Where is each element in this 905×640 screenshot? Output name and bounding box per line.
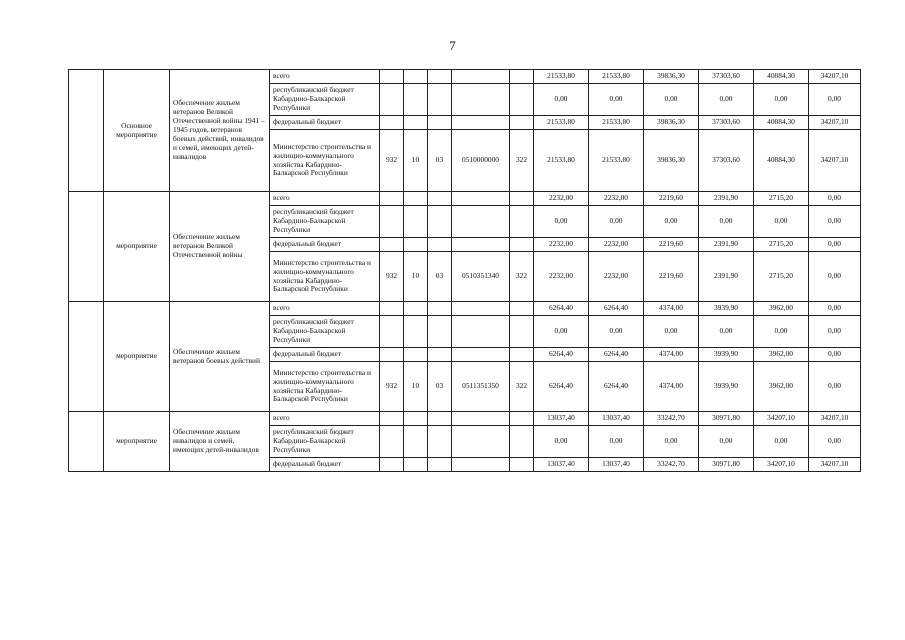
amount-cell: 3962,00 (754, 302, 809, 316)
amount-cell: 3939,90 (699, 302, 754, 316)
activity-name-cell: Обеспечение жильем ветеранов боевых действий (170, 302, 270, 412)
amount-cell: 0,00 (809, 206, 861, 238)
amount-cell: 0,00 (534, 426, 589, 458)
amount-cell: 2391,90 (699, 252, 754, 302)
vr-code-cell (510, 192, 534, 206)
pr-code-cell (428, 412, 452, 426)
vr-code-cell (510, 348, 534, 362)
amount-cell: 2232,00 (534, 192, 589, 206)
amount-cell: 0,00 (589, 206, 644, 238)
rz-code-cell (404, 412, 428, 426)
amount-cell: 33242,70 (644, 458, 699, 472)
pr-code-cell: 03 (428, 252, 452, 302)
amount-cell: 6264,40 (534, 302, 589, 316)
activity-name-cell: Обеспечение жильем ветеранов Великой Отечественной войны (170, 192, 270, 302)
amount-cell: 0,00 (699, 206, 754, 238)
funding-source-cell: всего (270, 70, 380, 84)
amount-cell: 34207,10 (809, 70, 861, 84)
amount-cell: 6264,40 (589, 302, 644, 316)
pr-code-cell: 03 (428, 362, 452, 412)
amount-cell: 0,00 (699, 316, 754, 348)
table-row (69, 192, 861, 206)
funding-source-cell: Министерство строительства и жилищно-коммунального хозяйства Кабардино-Балкарской Республики (270, 130, 380, 192)
vr-code-cell (510, 426, 534, 458)
amount-cell: 2232,00 (534, 252, 589, 302)
amount-cell: 3962,00 (754, 362, 809, 412)
csr-code-cell (452, 316, 510, 348)
amount-cell: 34207,10 (754, 412, 809, 426)
amount-cell: 0,00 (809, 192, 861, 206)
activity-kind-cell: мероприятие (104, 412, 170, 472)
amount-cell: 34207,10 (809, 412, 861, 426)
rz-code-cell (404, 192, 428, 206)
amount-cell: 0,00 (589, 84, 644, 116)
funding-source-cell: федеральный бюджет (270, 348, 380, 362)
amount-cell: 0,00 (809, 252, 861, 302)
amount-cell: 0,00 (809, 348, 861, 362)
amount-cell: 39836,30 (644, 70, 699, 84)
grbs-code-cell (380, 192, 404, 206)
rz-code-cell: 10 (404, 362, 428, 412)
amount-cell: 2232,00 (589, 192, 644, 206)
amount-cell: 21533,80 (589, 70, 644, 84)
csr-code-cell (452, 412, 510, 426)
funding-source-cell: Министерство строительства и жилищно-коммунального хозяйства Кабардино-Балкарской Республики (270, 252, 380, 302)
funding-source-cell: Министерство строительства и жилищно-коммунального хозяйства Кабардино-Балкарской Республики (270, 362, 380, 412)
amount-cell: 2219,60 (644, 238, 699, 252)
row-number-cell (69, 192, 104, 302)
rz-code-cell (404, 348, 428, 362)
csr-code-cell (452, 458, 510, 472)
row-number-cell (69, 302, 104, 412)
funding-source-cell: республиканский бюджет Кабардино-Балкарской Республики (270, 316, 380, 348)
pr-code-cell (428, 238, 452, 252)
amount-cell: 40884,30 (754, 70, 809, 84)
grbs-code-cell (380, 316, 404, 348)
rz-code-cell (404, 302, 428, 316)
amount-cell: 0,00 (754, 84, 809, 116)
amount-cell: 37303,60 (699, 130, 754, 192)
csr-code-cell (452, 116, 510, 130)
activity-kind-cell: Основное мероприятие (104, 70, 170, 192)
amount-cell: 21533,80 (589, 116, 644, 130)
amount-cell: 13037,40 (534, 412, 589, 426)
amount-cell: 39836,30 (644, 116, 699, 130)
budget-table (68, 69, 861, 472)
funding-source-cell: всего (270, 302, 380, 316)
vr-code-cell: 322 (510, 130, 534, 192)
csr-code-cell: 0510351340 (452, 252, 510, 302)
row-number-cell (69, 70, 104, 192)
amount-cell: 0,00 (699, 84, 754, 116)
table-row (69, 412, 861, 426)
pr-code-cell (428, 316, 452, 348)
vr-code-cell (510, 70, 534, 84)
amount-cell: 2715,20 (754, 238, 809, 252)
rz-code-cell (404, 238, 428, 252)
amount-cell: 30971,80 (699, 412, 754, 426)
pr-code-cell (428, 348, 452, 362)
pr-code-cell (428, 426, 452, 458)
rz-code-cell (404, 84, 428, 116)
amount-cell: 0,00 (809, 426, 861, 458)
grbs-code-cell (380, 412, 404, 426)
pr-code-cell (428, 192, 452, 206)
vr-code-cell: 322 (510, 252, 534, 302)
amount-cell: 0,00 (589, 426, 644, 458)
amount-cell: 2219,60 (644, 192, 699, 206)
vr-code-cell (510, 238, 534, 252)
amount-cell: 4374,00 (644, 348, 699, 362)
grbs-code-cell (380, 206, 404, 238)
amount-cell: 2715,20 (754, 192, 809, 206)
amount-cell: 2391,90 (699, 238, 754, 252)
grbs-code-cell: 932 (380, 362, 404, 412)
vr-code-cell (510, 206, 534, 238)
rz-code-cell (404, 316, 428, 348)
table-row (69, 70, 861, 84)
grbs-code-cell (380, 348, 404, 362)
amount-cell: 34207,10 (809, 458, 861, 472)
amount-cell: 0,00 (644, 316, 699, 348)
amount-cell: 0,00 (534, 84, 589, 116)
funding-source-cell: федеральный бюджет (270, 238, 380, 252)
amount-cell: 13037,40 (589, 412, 644, 426)
pr-code-cell (428, 84, 452, 116)
table-row (69, 302, 861, 316)
amount-cell: 0,00 (534, 316, 589, 348)
pr-code-cell (428, 206, 452, 238)
amount-cell: 2391,90 (699, 192, 754, 206)
amount-cell: 21533,80 (534, 130, 589, 192)
rz-code-cell (404, 426, 428, 458)
activity-name-cell: Обеспечение жильем инвалидов и семей, имеющих детей-инвалидов (170, 412, 270, 472)
amount-cell: 3939,90 (699, 348, 754, 362)
amount-cell: 2232,00 (589, 238, 644, 252)
amount-cell: 6264,40 (589, 362, 644, 412)
pr-code-cell: 03 (428, 130, 452, 192)
pr-code-cell (428, 458, 452, 472)
amount-cell: 0,00 (754, 316, 809, 348)
vr-code-cell (510, 116, 534, 130)
csr-code-cell (452, 192, 510, 206)
amount-cell: 37303,60 (699, 116, 754, 130)
amount-cell: 2219,60 (644, 252, 699, 302)
csr-code-cell (452, 238, 510, 252)
funding-source-cell: республиканский бюджет Кабардино-Балкарской Республики (270, 206, 380, 238)
amount-cell: 40884,30 (754, 116, 809, 130)
rz-code-cell (404, 70, 428, 84)
funding-source-cell: федеральный бюджет (270, 116, 380, 130)
activity-kind-cell: мероприятие (104, 302, 170, 412)
table-body (69, 70, 861, 472)
amount-cell: 0,00 (809, 238, 861, 252)
rz-code-cell (404, 458, 428, 472)
amount-cell: 39836,30 (644, 130, 699, 192)
csr-code-cell: 0510000000 (452, 130, 510, 192)
grbs-code-cell (380, 84, 404, 116)
amount-cell: 0,00 (644, 426, 699, 458)
page-number: 7 (449, 38, 456, 53)
grbs-code-cell: 932 (380, 130, 404, 192)
funding-source-cell: всего (270, 412, 380, 426)
csr-code-cell (452, 426, 510, 458)
amount-cell: 0,00 (809, 302, 861, 316)
amount-cell: 2232,00 (534, 238, 589, 252)
rz-code-cell: 10 (404, 130, 428, 192)
grbs-code-cell (380, 458, 404, 472)
amount-cell: 0,00 (644, 84, 699, 116)
amount-cell: 13037,40 (534, 458, 589, 472)
activity-kind-cell: мероприятие (104, 192, 170, 302)
amount-cell: 21533,80 (534, 116, 589, 130)
amount-cell: 0,00 (644, 206, 699, 238)
csr-code-cell (452, 206, 510, 238)
pr-code-cell (428, 302, 452, 316)
grbs-code-cell (380, 70, 404, 84)
csr-code-cell (452, 84, 510, 116)
csr-code-cell: 0511351350 (452, 362, 510, 412)
amount-cell: 3962,00 (754, 348, 809, 362)
amount-cell: 21533,80 (534, 70, 589, 84)
vr-code-cell (510, 458, 534, 472)
amount-cell: 0,00 (754, 426, 809, 458)
amount-cell: 34207,10 (754, 458, 809, 472)
grbs-code-cell: 932 (380, 252, 404, 302)
amount-cell: 0,00 (809, 362, 861, 412)
rz-code-cell: 10 (404, 252, 428, 302)
funding-source-cell: республиканский бюджет Кабардино-Балкарской Республики (270, 84, 380, 116)
pr-code-cell (428, 70, 452, 84)
rz-code-cell (404, 206, 428, 238)
amount-cell: 33242,70 (644, 412, 699, 426)
pr-code-cell (428, 116, 452, 130)
amount-cell: 21533,80 (589, 130, 644, 192)
amount-cell: 6264,40 (534, 348, 589, 362)
amount-cell: 37303,60 (699, 70, 754, 84)
amount-cell: 0,00 (699, 426, 754, 458)
vr-code-cell (510, 316, 534, 348)
amount-cell: 4374,00 (644, 302, 699, 316)
amount-cell: 4374,00 (644, 362, 699, 412)
funding-source-cell: республиканский бюджет Кабардино-Балкарской Республики (270, 426, 380, 458)
amount-cell: 2715,20 (754, 252, 809, 302)
amount-cell: 0,00 (534, 206, 589, 238)
amount-cell: 34207,10 (809, 116, 861, 130)
amount-cell: 0,00 (589, 316, 644, 348)
funding-source-cell: всего (270, 192, 380, 206)
amount-cell: 13037,40 (589, 458, 644, 472)
amount-cell: 2232,00 (589, 252, 644, 302)
row-number-cell (69, 412, 104, 472)
amount-cell: 6264,40 (589, 348, 644, 362)
activity-name-cell: Обеспечение жильем ветеранов Великой Отечественной войны 1941 – 1945 годов, ветеранов боевых действий, инвалидов и семей, имеющих детей-инвалидов (170, 70, 270, 192)
funding-source-cell: федеральный бюджет (270, 458, 380, 472)
csr-code-cell (452, 348, 510, 362)
amount-cell: 0,00 (754, 206, 809, 238)
csr-code-cell (452, 70, 510, 84)
vr-code-cell (510, 302, 534, 316)
amount-cell: 34207,10 (809, 130, 861, 192)
grbs-code-cell (380, 238, 404, 252)
amount-cell: 40884,30 (754, 130, 809, 192)
vr-code-cell: 322 (510, 362, 534, 412)
grbs-code-cell (380, 302, 404, 316)
vr-code-cell (510, 412, 534, 426)
amount-cell: 30971,80 (699, 458, 754, 472)
amount-cell: 3939,90 (699, 362, 754, 412)
amount-cell: 6264,40 (534, 362, 589, 412)
amount-cell: 0,00 (809, 316, 861, 348)
csr-code-cell (452, 302, 510, 316)
amount-cell: 0,00 (809, 84, 861, 116)
rz-code-cell (404, 116, 428, 130)
grbs-code-cell (380, 426, 404, 458)
grbs-code-cell (380, 116, 404, 130)
vr-code-cell (510, 84, 534, 116)
